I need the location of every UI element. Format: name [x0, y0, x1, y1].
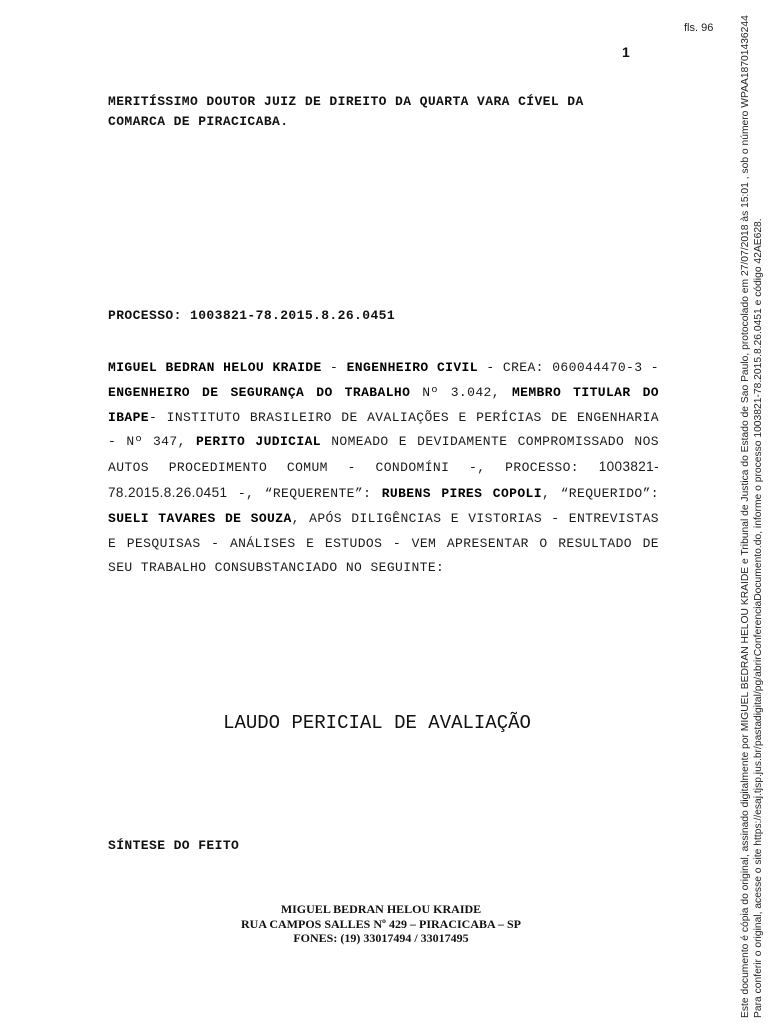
document-title — [0, 712, 768, 734]
intro-text: Nº 3.042, — [410, 384, 512, 400]
title-ibape-member: MEMBRO TITULAR DO IBAPE — [108, 384, 659, 425]
plaintiff-name: RUBENS PIRES COPOLI — [381, 485, 542, 501]
digital-signature-note — [739, 8, 765, 1018]
introduction-paragraph — [108, 356, 659, 581]
signature-note-line-1: Este documento é cópia do original, assinado digitalmente por MIGUEL BEDRAN HELOU KRAIDE e Tribunal de Justica do Estado de Sao Paulo, protocolado em 27/07/2018 às 15:01 , sob o número WPAA18701436244 — [740, 15, 751, 1018]
signature-note-line-2: Para conferir o original, acesse o site https://esaj.tjsp.jus.br/pastadigital/pg/abrirConferenciaDocumento.do, informe o processo 1003821-78.2015.8.26.0451 e código 42AE628. — [753, 218, 764, 1018]
addressee — [108, 92, 668, 132]
addressee-line-2: COMARCA DE PIRACICABA. — [108, 114, 289, 129]
intro-text: , “REQUERIDO”: — [541, 485, 660, 501]
title-safety-engineer: ENGENHEIRO DE SEGURANÇA DO TRABALHO — [108, 384, 411, 400]
intro-text: NOMEADO E DEVIDAMENTE COMPROMISSADO NOS AUTOS PROCEDIMENTO COMUM - CONDOMÍNI -, PROCESSO: — [108, 434, 659, 476]
intro-text: - CREA: 060044470-3 - — [477, 360, 659, 375]
intro-text: , APÓS DILIGÊNCIAS E VISTORIAS - ENTREVISTAS E PESQUISAS - ANÁLISES E ESTUDOS - VEM APRESENTAR O RESULTADO DE SEU TRABALHO CONSUBSTANCIADO NO SEGUINTE: — [108, 510, 659, 576]
process-heading: PROCESSO: 1003821-78.2015.8.26.0451 — [108, 308, 396, 323]
intro-text: - — [321, 360, 347, 375]
intro-text: -, “REQUERENTE”: — [227, 485, 382, 501]
addressee-line-1: MERITÍSSIMO DOUTOR JUIZ DE DIREITO DA QUARTA VARA CÍVEL DA — [108, 94, 584, 109]
title-judicial-expert: PERITO JUDICIAL — [195, 434, 321, 450]
defendant-name: SUELI TAVARES DE SOUZA — [108, 510, 292, 526]
expert-name: MIGUEL BEDRAN HELOU KRAIDE — [108, 360, 322, 375]
intro-text: - INSTITUTO BRASILEIRO DE AVALIAÇÕES E PERÍCIAS DE ENGENHARIA - Nº 347, — [108, 409, 659, 450]
footer-address: RUA CAMPOS SALLES Nº 429 – PIRACICABA – SP — [241, 916, 521, 931]
title-civil-engineer: ENGENHEIRO CIVIL — [346, 360, 478, 375]
folio-number: fls. 96 — [684, 22, 714, 34]
page-number: 1 — [622, 44, 630, 60]
section-heading: SÍNTESE DO FEITO — [108, 838, 240, 853]
footer-phones: FONES: (19) 33017494 / 33017495 — [293, 931, 469, 945]
process-number: 1003821-78.2015.8.26.0451 — [108, 459, 659, 500]
document-title-text: LAUDO PERICIAL DE AVALIAÇÃO — [223, 712, 531, 734]
letterhead-footer — [0, 902, 768, 946]
footer-name: MIGUEL BEDRAN HELOU KRAIDE — [280, 902, 482, 916]
